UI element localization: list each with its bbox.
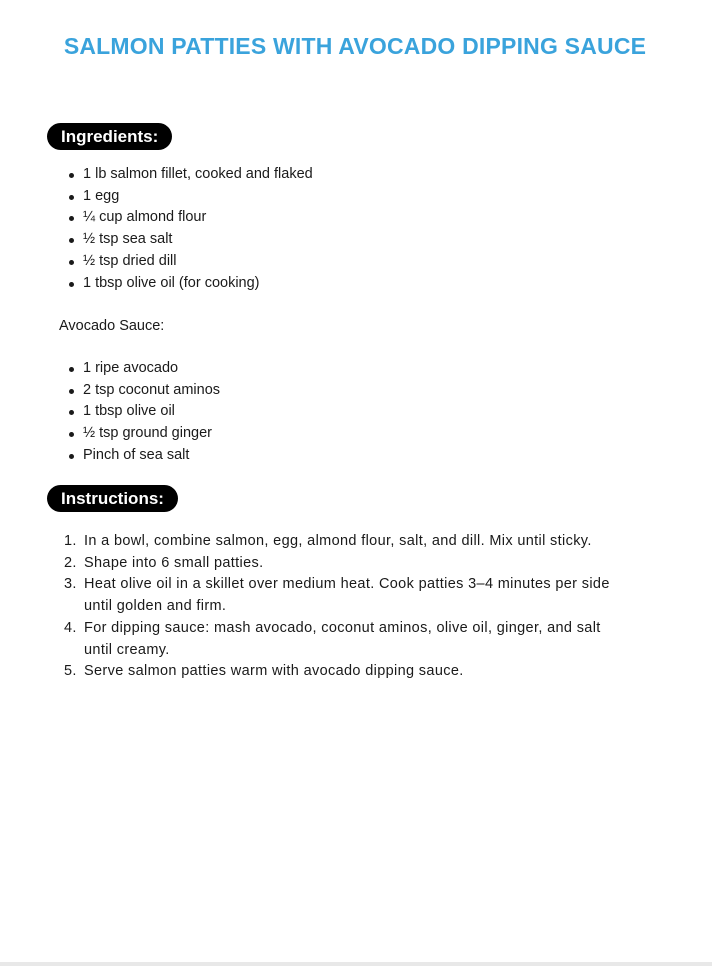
step-number: 4.	[64, 619, 77, 636]
sauce-ingredient-item: 2 tsp coconut aminos	[61, 380, 220, 402]
sauce-ingredients-list	[61, 358, 220, 467]
sauce-ingredient-item: Pinch of sea salt	[61, 445, 220, 467]
ingredient-item: 1 lb salmon fillet, cooked and flaked	[61, 164, 313, 186]
instruction-step	[64, 618, 624, 661]
step-text: Shape into 6 small patties.	[84, 554, 264, 571]
step-text: Serve salmon patties warm with avocado dipping sauce.	[84, 663, 464, 680]
instructions-heading: Instructions:	[47, 485, 178, 512]
ingredients-list	[61, 164, 313, 294]
instruction-step	[64, 531, 624, 553]
step-number: 2.	[64, 554, 77, 571]
step-number: 5.	[64, 663, 77, 680]
ingredients-heading: Ingredients:	[47, 123, 172, 150]
instruction-step	[64, 661, 624, 683]
sauce-heading: Avocado Sauce:	[59, 318, 165, 334]
page-bottom-edge	[0, 962, 712, 966]
step-text: For dipping sauce: mash avocado, coconut aminos, olive oil, ginger, and salt until creamy.	[84, 619, 601, 658]
instructions-list	[64, 531, 624, 683]
sauce-ingredient-item: 1 tbsp olive oil	[61, 401, 220, 423]
step-text: Heat olive oil in a skillet over medium heat. Cook patties 3–4 minutes per side until golden and firm.	[84, 576, 610, 615]
ingredient-item: ¼ cup almond flour	[61, 207, 313, 229]
sauce-ingredient-item: ½ tsp ground ginger	[61, 423, 220, 445]
recipe-title: SALMON PATTIES WITH AVOCADO DIPPING SAUCE	[63, 33, 647, 59]
sauce-ingredient-item: 1 ripe avocado	[61, 358, 220, 380]
step-number: 3.	[64, 576, 77, 593]
ingredient-item: ½ tsp dried dill	[61, 251, 313, 273]
instruction-step	[64, 574, 624, 617]
step-number: 1.	[64, 533, 77, 549]
step-text: In a bowl, combine salmon, egg, almond flour, salt, and dill. Mix until sticky.	[84, 533, 592, 549]
ingredient-item: ½ tsp sea salt	[61, 229, 313, 251]
instruction-step	[64, 553, 624, 575]
ingredient-item: 1 egg	[61, 186, 313, 208]
ingredient-item: 1 tbsp olive oil (for cooking)	[61, 273, 313, 295]
